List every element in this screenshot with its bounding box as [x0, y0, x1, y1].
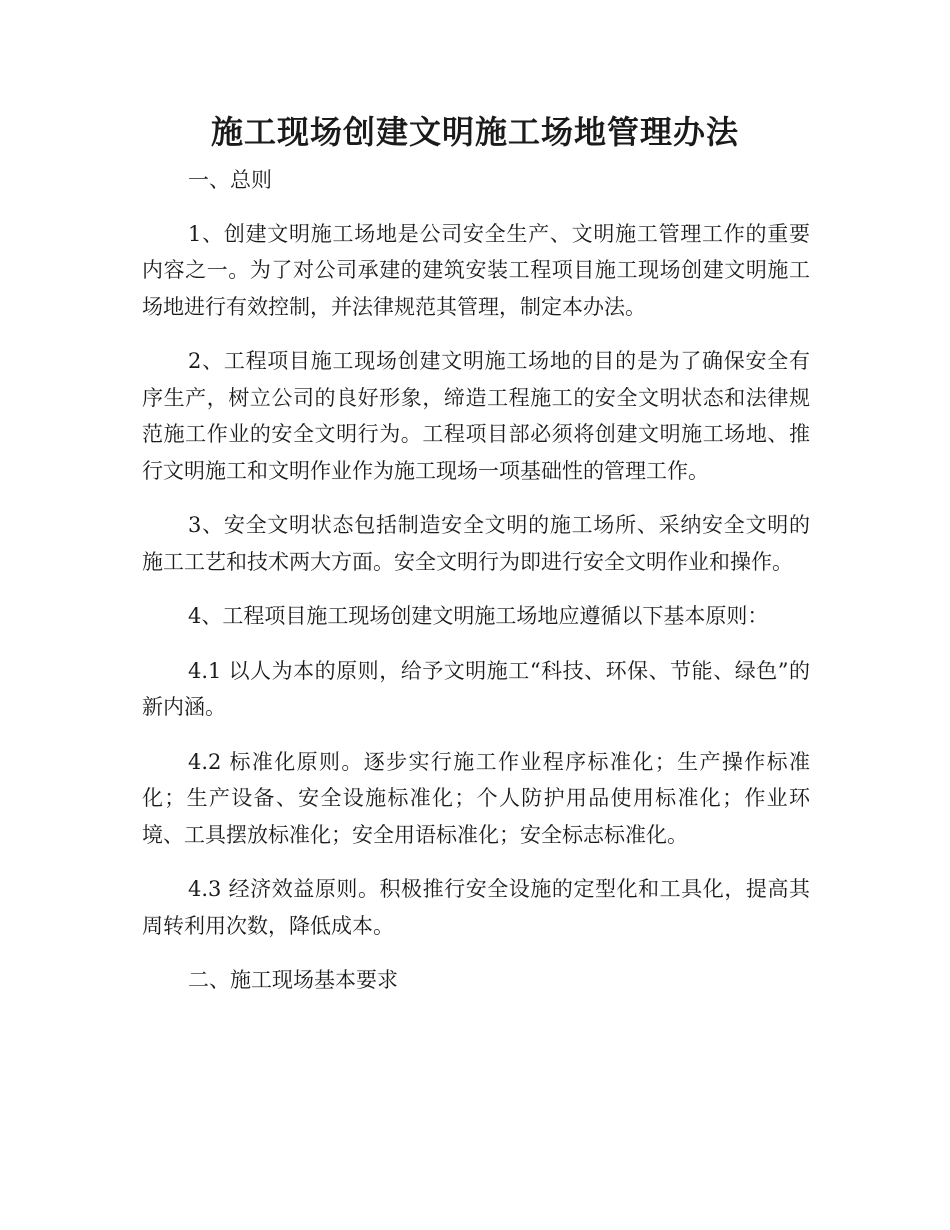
paragraph-4: 4、工程项目施工现场创建文明施工场地应遵循以下基本原则：: [188, 604, 769, 628]
paragraph-3: 3、安全文明状态包括制造安全文明的施工场所、采纳安全文明的施工工艺和技术两大方面。安全文明行为即进行安全文明作业和操作。: [142, 513, 810, 574]
paragraph-4-2: 4.2 标准化原则。逐步实行施工作业程序标准化；生产操作标准化；生产设备、安全设施标准化；个人防护用品使用标准化；作业环境、工具摆放标准化；安全用语标准化；安全标志标准化。: [142, 749, 810, 847]
paragraph-4-3: 4.3 经济效益原则。积极推行安全设施的定型化和工具化，提高其周转利用次数，降低成本。: [142, 877, 810, 938]
paragraph-1: 1、创建文明施工场地是公司安全生产、文明施工管理工作的重要内容之一。为了对公司承建的建筑安装工程项目施工现场创建文明施工场地进行有效控制，并法律规范其管理，制定本办法。: [142, 221, 810, 319]
paragraph-2: 2、工程项目施工现场创建文明施工场地的目的是为了确保安全有序生产，树立公司的良好形象，缔造工程施工的安全文明状态和法律规范施工作业的安全文明行为。工程项目部必须将创建文明施工场地、推行文明施工和文明作业作为施工现场一项基础性的管理工作。: [142, 349, 810, 483]
document-body: [142, 162, 810, 1016]
paragraph-4-1: 4.1 以人为本的原则，给予文明施工“科技、环保、节能、绿色”的新内涵。: [142, 658, 810, 719]
section-heading-general: 一、总则: [188, 168, 272, 192]
section-heading-site-requirements: 二、施工现场基本要求: [188, 968, 398, 992]
document-title: 施工现场创建文明施工场地管理办法: [210, 113, 739, 151]
